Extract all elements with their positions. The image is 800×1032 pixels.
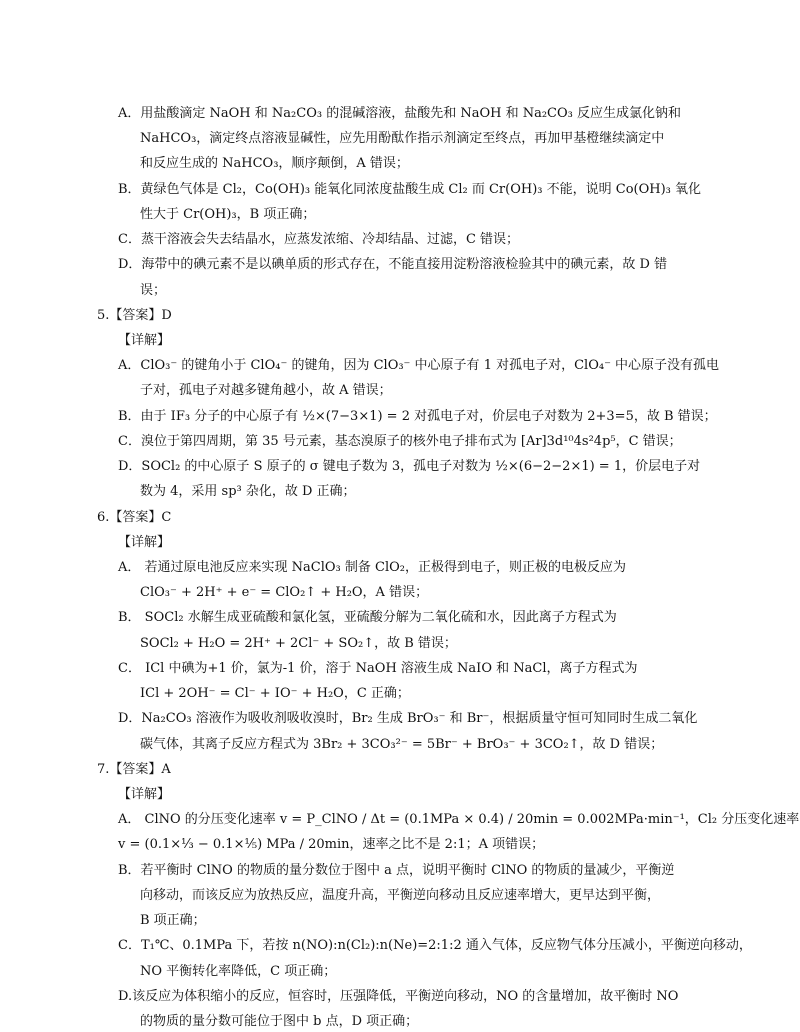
q6-option-d-line2: 碳气体，其离子反应方程式为 3Br₂ + 3CO₃²⁻ = 5Br⁻ + BrO₃⁻ + 3CO₂↑，故 D 错误； [140,737,664,752]
q7-option-b-line2: 向移动，而该反应为放热反应，温度升高，平衡逆向移动且反应速率增大，更早达到平衡， [140,888,661,903]
q7-option-c-line2: NO 平衡转化率降低，C 项正确； [140,964,337,979]
q7-option-a-line1: A． ClNO 的分压变化速率 v = P_ClNO / Δt = (0.1MPa × 0.4) / 20min = 0.002MPa·min⁻¹，Cl₂ 分压变化速率 [118,812,800,827]
q7-option-c-line1: C．T₁℃、0.1MPa 下，若按 n(NO):n(Cl₂):n(Ne)=2:1:2 通入气体，反应物气体分压减小，平衡逆向移动， [118,938,752,953]
q6-detail-heading: 【详解】 [118,535,171,550]
q4-option-d-line1: D．海带中的碘元素不是以碘单质的形式存在，不能直接用淀粉溶液检验其中的碘元素，故 D 错 [118,257,668,272]
q5-option-a-line1: A．ClO₃⁻ 的键角小于 ClO₄⁻ 的键角，因为 ClO₃⁻ 中心原子有 1 对孤电子对，ClO₄⁻ 中心原子没有孤电 [118,358,720,373]
q6-option-c-line1: C． ICl 中碘为+1 价，氯为-1 价，溶于 NaOH 溶液生成 NaIO 和 NaCl，离子方程式为 [118,661,638,676]
q4-option-d-line2: 误； [140,283,167,298]
q7-option-d-line2: 的物质的量分数可能位于图中 b 点，D 项正确； [140,1014,419,1029]
q6-answer: 6.【答案】C [97,510,172,525]
q7-answer: 7.【答案】A [97,762,171,777]
q4-option-a-line2: NaHCO₃，滴定终点溶液显碱性，应先用酚酞作指示剂滴定至终点，再加甲基橙继续滴定中 [140,131,665,146]
q7-option-d-line1: D.该反应为体积缩小的反应，恒容时，压强降低，平衡逆向移动，NO 的含量增加，故平衡时 NO [118,989,679,1004]
q6-option-c-line2: ICl + 2OH⁻ = Cl⁻ + IO⁻ + H₂O，C 正确； [140,686,410,701]
q7-option-b-line3: B 项正确； [140,913,206,928]
q4-option-a-line1: A．用盐酸滴定 NaOH 和 Na₂CO₃ 的混碱溶液，盐酸先和 NaOH 和 Na₂CO₃ 反应生成氯化钠和 [118,106,681,121]
q4-option-c-line1: C．蒸干溶液会失去结晶水，应蒸发浓缩、冷却结晶、过滤，C 错误； [118,232,520,247]
q7-detail-heading: 【详解】 [118,787,171,802]
q4-option-b-line2: 性大于 Cr(OH)₃，B 项正确； [140,207,316,222]
q6-option-b-line2: SOCl₂ + H₂O = 2H⁺ + 2Cl⁻ + SO₂↑，故 B 错误； [140,636,457,651]
q5-answer: 5.【答案】D [97,308,172,323]
q7-option-a-line2: v = (0.1×⅓ − 0.1×⅕) MPa / 20min，速率之比不是 2:1；A 项错误； [118,837,545,852]
q7-option-b-line1: B．若平衡时 ClNO 的物质的量分数位于图中 a 点，说明平衡时 ClNO 的物质的量减少，平衡逆 [118,863,675,878]
q5-option-a-line2: 子对，孤电子对越多键角越小，故 A 错误； [140,383,392,398]
q5-option-d-line2: 数为 4，采用 sp³ 杂化，故 D 正确； [140,484,356,499]
q5-option-d-line1: D．SOCl₂ 的中心原子 S 原子的 σ 键电子数为 3，孤电子对数为 ½×(6−2−2×1) = 1，价层电子对 [118,459,701,474]
q4-option-b-line1: B．黄绿色气体是 Cl₂，Co(OH)₃ 能氧化同浓度盐酸生成 Cl₂ 而 Cr(OH)₃ 不能，说明 Co(OH)₃ 氧化 [118,182,702,197]
q6-option-b-line1: B． SOCl₂ 水解生成亚硫酸和氯化氢，亚硫酸分解为二氧化硫和水，因此离子方程式为 [118,610,617,625]
q5-option-c-line1: C．溴位于第四周期，第 35 号元素，基态溴原子的核外电子排布式为 [Ar]3d¹⁰4s²4p⁵，C 错误； [118,434,682,449]
q6-option-a-line2: ClO₃⁻ + 2H⁺ + e⁻ = ClO₂↑ + H₂O，A 错误； [140,585,429,600]
q4-option-a-line3: 和反应生成的 NaHCO₃，顺序颠倒，A 错误； [140,156,409,171]
q6-option-a-line1: A． 若通过原电池反应来实现 NaClO₃ 制备 ClO₂，正极得到电子，则正极的电极反应为 [118,560,626,575]
q6-option-d-line1: D．Na₂CO₃ 溶液作为吸收剂吸收溴时，Br₂ 生成 BrO₃⁻ 和 Br⁻，根据质量守恒可知同时生成二氧化 [118,711,698,726]
q5-option-b-line1: B．由于 IF₃ 分子的中心原子有 ½×(7−3×1) = 2 对孤电子对，价层电子对数为 2+3=5，故 B 错误； [118,409,717,424]
q5-detail-heading: 【详解】 [118,333,171,348]
